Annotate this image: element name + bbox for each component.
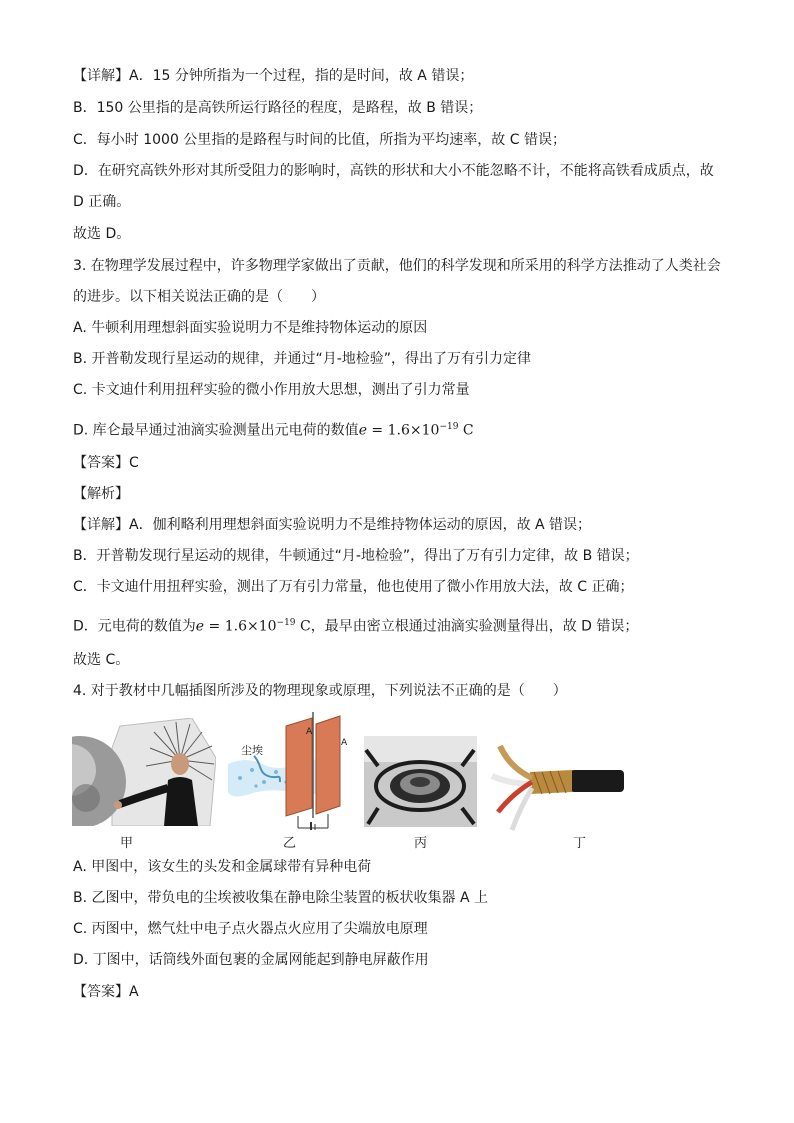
- q3-solution-c: C．卡文迪什用扭秤实验，测出了万有引力常量，他也使用了微小作用放大法，故 C 正确；: [73, 579, 634, 595]
- formula-exponent: −19: [439, 422, 459, 432]
- shielded-cable-illustration: [490, 738, 624, 832]
- q4-answer: 【答案】A: [73, 984, 139, 1000]
- prev-solution-line-2: B．150 公里指的是高铁所运行路径的程度，是路程，故 B 错误；: [73, 100, 483, 116]
- prev-solution-line-4: D．在研究高铁外形对其所受阻力的影响时，高铁的形状和大小不能忽略不计，不能将高铁看成质点，故: [73, 163, 714, 179]
- formula-unit: C: [458, 422, 474, 439]
- q3-solution-d-suffix: ，最早由密立根通过油滴实验测量得出，故 D 错误；: [310, 618, 639, 635]
- figure-jia-van-de-graaff: [72, 718, 216, 826]
- gas-stove-illustration: [364, 736, 477, 827]
- formula-body: = 1.6×10: [366, 422, 440, 439]
- q3-answer: 【答案】C: [73, 455, 139, 471]
- q3-conclusion: 故选 C。: [73, 652, 130, 668]
- q4-option-b: B. 乙图中，带负电的尘埃被收集在静电除尘装置的板状收集器 A 上: [73, 890, 488, 906]
- figure-yi-precipitator: [228, 712, 358, 830]
- label-plate-a-1: A: [306, 727, 313, 737]
- q3-solution-a: 【详解】A．伽利略利用理想斜面实验说明力不是维持物体运动的原因，故 A 错误；: [73, 517, 592, 533]
- q3-stem-line-2: 的进步。以下相关说法正确的是（ ）: [73, 289, 325, 305]
- caption-yi: 乙: [283, 836, 297, 851]
- q3-option-a: A. 牛顿利用理想斜面实验说明力不是维持物体运动的原因: [73, 320, 428, 336]
- q3-option-d: [73, 417, 474, 441]
- q4-option-a: A. 甲图中，该女生的头发和金属球带有异种电荷: [73, 859, 372, 875]
- formula-variable: e: [358, 422, 367, 439]
- q3-solution-d-prefix: D．元电荷的数值为: [73, 618, 196, 635]
- q4-stem: 4. 对于教材中几幅插图所涉及的物理现象或原理，下列说法不正确的是（ ）: [73, 683, 567, 699]
- q4-option-c: C. 丙图中，燃气灶中电子点火器点火应用了尖端放电原理: [73, 921, 428, 937]
- formula-variable: e: [195, 618, 205, 635]
- q3-analysis-label: 【解析】: [73, 486, 129, 502]
- q3-stem-line-1: 3. 在物理学发展过程中，许多物理学家做出了贡献，他们的科学发现和所采用的科学方法推动了人类社会: [73, 258, 721, 274]
- caption-jia: 甲: [120, 836, 134, 851]
- formula-body: = 1.6×10: [204, 618, 277, 635]
- formula-unit: C: [295, 618, 311, 635]
- precipitator-illustration: [228, 712, 358, 830]
- prev-solution-line-5: D 正确。: [73, 194, 131, 210]
- van-de-graaff-illustration: [72, 718, 216, 826]
- q3-option-b: B. 开普勒发现行星运动的规律，并通过“月-地检验”，得出了万有引力定律: [73, 351, 532, 367]
- caption-ding: 丁: [573, 836, 587, 851]
- figure-bing-gas-stove: [364, 736, 477, 827]
- label-plate-a-2: A: [341, 738, 348, 748]
- caption-bing: 丙: [414, 836, 428, 851]
- formula-exponent: −19: [276, 618, 296, 628]
- q3-option-c: C. 卡文迪什利用扭秤实验的微小作用放大思想，测出了引力常量: [73, 382, 470, 398]
- prev-solution-line-1: 【详解】A．15 分钟所指为一个过程，指的是时间，故 A 错误；: [73, 68, 474, 84]
- label-dust: 尘埃: [241, 744, 263, 757]
- prev-solution-line-3: C．每小时 1000 公里指的是路程与时间的比值，所指为平均速率，故 C 错误；: [73, 132, 566, 148]
- figure-ding-shielded-cable: [490, 738, 624, 832]
- q4-option-d: D. 丁图中，话筒线外面包裹的金属网能起到静电屏蔽作用: [73, 952, 429, 968]
- prev-solution-line-6: 故选 D。: [73, 226, 131, 242]
- q3-solution-b: B．开普勒发现行星运动的规律，牛顿通过“月-地检验”，得出了万有引力定律，故 B 错误；: [73, 548, 639, 564]
- q3-solution-d: [73, 613, 638, 637]
- q3-option-d-text: D. 库仑最早通过油滴实验测量出元电荷的数值: [73, 422, 359, 439]
